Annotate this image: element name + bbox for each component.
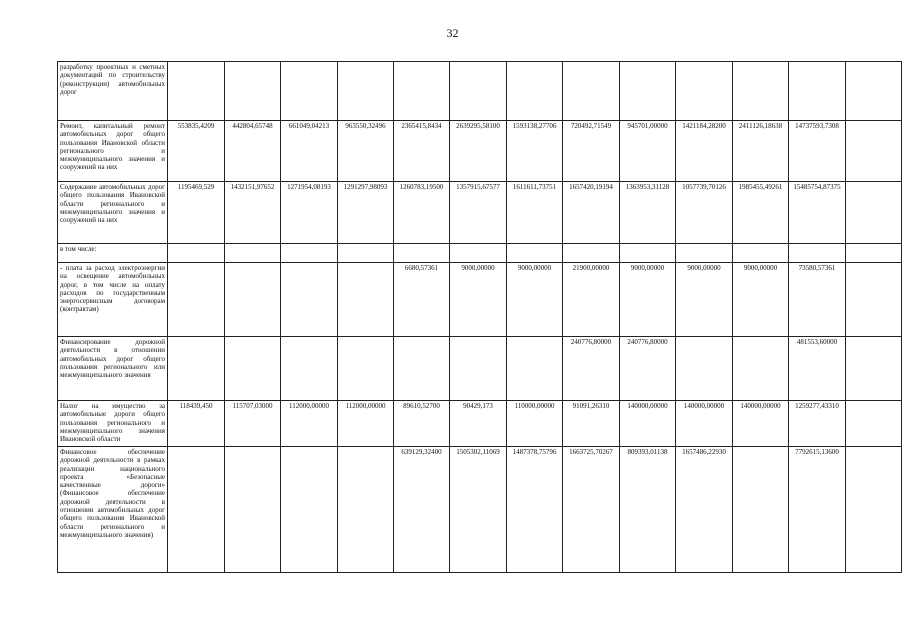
value-cell bbox=[168, 337, 225, 401]
value-cell: 1432151,97652 bbox=[225, 182, 281, 244]
value-cell: 1657486,22930 bbox=[676, 447, 733, 573]
value-cell bbox=[338, 447, 394, 573]
value-cell: 2639295,58100 bbox=[450, 121, 507, 182]
value-cell bbox=[225, 263, 281, 337]
value-cell: 21900,00000 bbox=[563, 263, 620, 337]
value-cell: 89610,52700 bbox=[394, 401, 450, 447]
value-cell bbox=[846, 401, 902, 447]
value-cell: 1487378,75796 bbox=[507, 447, 563, 573]
value-cell: 1260783,19500 bbox=[394, 182, 450, 244]
value-cell bbox=[846, 244, 902, 263]
value-cell: 1421184,28200 bbox=[676, 121, 733, 182]
value-cell: 6680,57361 bbox=[394, 263, 450, 337]
table-row bbox=[58, 62, 902, 121]
row-label: Финансовое обеспечение дорожной деятельности в рамках реализации национального проекта «Безопасные качественные дороги» (Финансовое обеспечение дорожной деятельности в отношении автомобильных дорог общего пользования Ивановской области регионального и межмуниципального значения) bbox=[58, 447, 168, 573]
value-cell bbox=[338, 337, 394, 401]
value-cell: 1363953,31128 bbox=[620, 182, 676, 244]
table-row bbox=[58, 263, 902, 337]
value-cell bbox=[338, 263, 394, 337]
value-cell: 73580,57361 bbox=[789, 263, 846, 337]
value-cell: 9000,00000 bbox=[507, 263, 563, 337]
value-cell: 2365415,8434 bbox=[394, 121, 450, 182]
value-cell bbox=[281, 447, 338, 573]
value-cell: 140000,00000 bbox=[620, 401, 676, 447]
value-cell bbox=[563, 244, 620, 263]
value-cell: 14737593,7308 bbox=[789, 121, 846, 182]
value-cell: 1657420,19194 bbox=[563, 182, 620, 244]
table-row bbox=[58, 182, 902, 244]
value-cell: 1271954,08193 bbox=[281, 182, 338, 244]
value-cell: 1259277,43310 bbox=[789, 401, 846, 447]
table-body bbox=[58, 62, 902, 573]
value-cell bbox=[450, 244, 507, 263]
value-cell bbox=[676, 337, 733, 401]
value-cell bbox=[281, 337, 338, 401]
table-row bbox=[58, 401, 902, 447]
value-cell: 661049,04213 bbox=[281, 121, 338, 182]
value-cell: 1663725,70267 bbox=[563, 447, 620, 573]
value-cell: 15485754,87375 bbox=[789, 182, 846, 244]
value-cell: 809393,01138 bbox=[620, 447, 676, 573]
value-cell: 112000,00000 bbox=[338, 401, 394, 447]
value-cell bbox=[168, 263, 225, 337]
value-cell bbox=[620, 62, 676, 121]
value-cell bbox=[338, 244, 394, 263]
value-cell bbox=[168, 447, 225, 573]
value-cell bbox=[846, 337, 902, 401]
value-cell bbox=[676, 62, 733, 121]
row-label: Содержание автомобильных дорог общего пользования Ивановской области регионального и межмуниципального значения и сооружений на них bbox=[58, 182, 168, 244]
value-cell: 9000,00000 bbox=[450, 263, 507, 337]
value-cell bbox=[789, 62, 846, 121]
value-cell bbox=[733, 62, 789, 121]
value-cell bbox=[733, 447, 789, 573]
value-cell bbox=[733, 337, 789, 401]
value-cell: 90429,173 bbox=[450, 401, 507, 447]
value-cell: 140000,00000 bbox=[733, 401, 789, 447]
value-cell: 9000,00000 bbox=[733, 263, 789, 337]
value-cell bbox=[225, 337, 281, 401]
row-label: Финансирование дорожной деятельности в отношении автомобильных дорог общего пользования регионального или межмуниципального значения bbox=[58, 337, 168, 401]
value-cell: 1505302,11069 bbox=[450, 447, 507, 573]
value-cell bbox=[394, 337, 450, 401]
value-cell: 1593138,27706 bbox=[507, 121, 563, 182]
value-cell: 9000,00000 bbox=[620, 263, 676, 337]
value-cell: 2411126,18638 bbox=[733, 121, 789, 182]
value-cell bbox=[168, 244, 225, 263]
value-cell bbox=[507, 337, 563, 401]
value-cell bbox=[676, 244, 733, 263]
value-cell: 9000,00000 bbox=[676, 263, 733, 337]
value-cell: 1057739,70126 bbox=[676, 182, 733, 244]
value-cell: 112000,00000 bbox=[281, 401, 338, 447]
value-cell bbox=[507, 62, 563, 121]
page-number: 32 bbox=[446, 26, 459, 40]
value-cell bbox=[281, 244, 338, 263]
value-cell bbox=[789, 244, 846, 263]
value-cell: 1291297,98093 bbox=[338, 182, 394, 244]
value-cell: 553835,4209 bbox=[168, 121, 225, 182]
value-cell bbox=[563, 62, 620, 121]
row-label: Налог на имущество за автомобильные дороги общего пользования регионального и межмуниципального значения Ивановской области bbox=[58, 401, 168, 447]
value-cell: 481553,60000 bbox=[789, 337, 846, 401]
value-cell bbox=[168, 62, 225, 121]
value-cell: 140000,00000 bbox=[676, 401, 733, 447]
table-row bbox=[58, 447, 902, 573]
value-cell bbox=[281, 263, 338, 337]
value-cell: 1611611,73751 bbox=[507, 182, 563, 244]
value-cell bbox=[733, 244, 789, 263]
value-cell: 115707,03000 bbox=[225, 401, 281, 447]
value-cell: 720492,71549 bbox=[563, 121, 620, 182]
value-cell: 240776,80000 bbox=[620, 337, 676, 401]
value-cell bbox=[846, 182, 902, 244]
value-cell: 639129,32400 bbox=[394, 447, 450, 573]
row-label: - плата за расход электроэнергии на освещение автомобильных дорог, в том числе на оплату расходов по государственным энергосервисным договорам (контрактам) bbox=[58, 263, 168, 337]
value-cell bbox=[507, 244, 563, 263]
table-row bbox=[58, 244, 902, 263]
value-cell bbox=[338, 62, 394, 121]
row-label: в том числе: bbox=[58, 244, 168, 263]
value-cell bbox=[394, 62, 450, 121]
value-cell bbox=[281, 62, 338, 121]
value-cell bbox=[846, 447, 902, 573]
value-cell: 1195469,529 bbox=[168, 182, 225, 244]
value-cell bbox=[450, 62, 507, 121]
value-cell bbox=[225, 244, 281, 263]
value-cell bbox=[450, 337, 507, 401]
table-row bbox=[58, 337, 902, 401]
value-cell: 442804,65748 bbox=[225, 121, 281, 182]
value-cell bbox=[846, 121, 902, 182]
value-cell: 91091,26310 bbox=[563, 401, 620, 447]
row-label: Ремонт, капитальный ремонт автомобильных дорог общего пользования Ивановской области регионального и межмуниципального значения и сооружений на них bbox=[58, 121, 168, 182]
value-cell: 118439,450 bbox=[168, 401, 225, 447]
value-cell bbox=[846, 62, 902, 121]
value-cell: 963550,32496 bbox=[338, 121, 394, 182]
value-cell: 240776,80000 bbox=[563, 337, 620, 401]
value-cell bbox=[846, 263, 902, 337]
value-cell bbox=[394, 244, 450, 263]
value-cell: 1357915,67577 bbox=[450, 182, 507, 244]
value-cell: 110000,00000 bbox=[507, 401, 563, 447]
value-cell: 7792615,13600 bbox=[789, 447, 846, 573]
budget-table bbox=[57, 61, 902, 573]
value-cell: 1985455,49261 bbox=[733, 182, 789, 244]
value-cell bbox=[225, 62, 281, 121]
value-cell bbox=[225, 447, 281, 573]
value-cell: 945701,00000 bbox=[620, 121, 676, 182]
table-row bbox=[58, 121, 902, 182]
row-label: разработку проектных и сметных документаций по строительству (реконструкции) автомобильных дорог bbox=[58, 62, 168, 121]
value-cell bbox=[620, 244, 676, 263]
